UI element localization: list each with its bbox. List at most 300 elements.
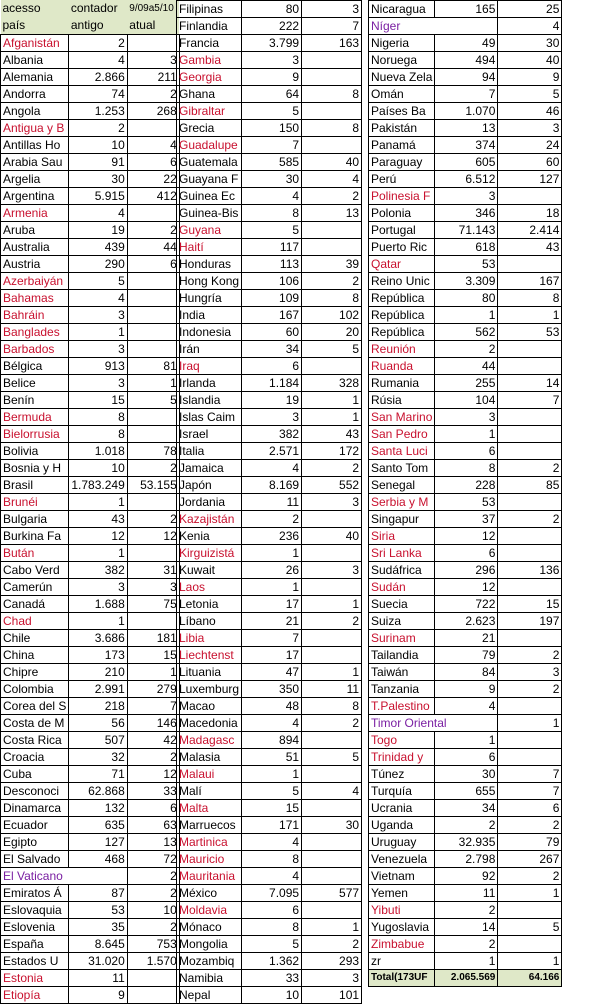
table-row xyxy=(1,204,180,221)
country-name: Nicaragua xyxy=(369,1,435,18)
header-row xyxy=(1,0,180,17)
current-value xyxy=(498,630,562,647)
current-value: 2 xyxy=(302,715,362,732)
country-name: República xyxy=(369,290,435,307)
country-name: Madagasc xyxy=(177,732,242,749)
current-value: 3 xyxy=(302,562,362,579)
country-name: Rúsia xyxy=(369,392,435,409)
old-counter-value: 507 xyxy=(69,731,127,748)
old-counter-value: 5 xyxy=(69,272,127,289)
table-row xyxy=(369,154,562,171)
old-counter-value: 218 xyxy=(69,697,127,714)
current-value: 30 xyxy=(302,817,362,834)
country-name: India xyxy=(177,307,242,324)
country-name: Laos xyxy=(177,579,242,596)
old-counter-value: 3.686 xyxy=(69,629,127,646)
table-row xyxy=(369,52,562,69)
country-name: Bolivia xyxy=(1,442,69,459)
current-value: 42 xyxy=(127,731,179,748)
current-value: 81 xyxy=(127,357,179,374)
current-value: 1 xyxy=(302,392,362,409)
country-name: Afganistán xyxy=(1,34,69,51)
country-name: Uganda xyxy=(369,817,435,834)
current-value: 163 xyxy=(302,35,362,52)
country-name: Islas Caim xyxy=(177,409,242,426)
country-name: Chile xyxy=(1,629,69,646)
current-value: 753 xyxy=(127,935,179,952)
table-row xyxy=(1,952,180,969)
current-value: 5 xyxy=(498,86,562,103)
table-row xyxy=(177,154,362,171)
current-value xyxy=(302,222,362,239)
country-name: Libia xyxy=(177,630,242,647)
old-counter-value: 894 xyxy=(242,732,302,749)
country-name: Moldavia xyxy=(177,902,242,919)
country-name: Bélgica xyxy=(1,357,69,374)
old-counter-value: 12 xyxy=(435,528,498,545)
table-row xyxy=(177,579,362,596)
old-counter-value: 4 xyxy=(242,188,302,205)
table-row xyxy=(177,69,362,86)
old-counter-value: 439 xyxy=(69,238,127,255)
table-row xyxy=(177,630,362,647)
table-row xyxy=(177,171,362,188)
current-value xyxy=(498,749,562,766)
table-row xyxy=(369,919,562,936)
current-value: 30 xyxy=(498,35,562,52)
old-counter-value: 1 xyxy=(69,323,127,340)
current-value: 22 xyxy=(127,170,179,187)
current-value: 12 xyxy=(127,527,179,544)
country-name: Noruega xyxy=(369,52,435,69)
country-name: China xyxy=(1,646,69,663)
old-counter-value: 913 xyxy=(69,357,127,374)
old-counter-value: 3 xyxy=(242,52,302,69)
country-name: Japón xyxy=(177,477,242,494)
current-value xyxy=(127,272,179,289)
current-value xyxy=(498,358,562,375)
old-counter-value: 106 xyxy=(242,273,302,290)
country-name: Namibia xyxy=(177,970,242,987)
table-row xyxy=(177,562,362,579)
table-row xyxy=(177,970,362,987)
current-value: 31 xyxy=(127,561,179,578)
country-name: Nigeria xyxy=(369,35,435,52)
table-row xyxy=(369,409,562,426)
country-name: Chad xyxy=(1,612,69,629)
country-name: Pakistán xyxy=(369,120,435,137)
country-name: Bulgaria xyxy=(1,510,69,527)
table-row xyxy=(1,425,180,442)
country-name: Cabo Verd xyxy=(1,561,69,578)
current-value: 1 xyxy=(302,919,362,936)
current-value: 1 xyxy=(498,307,562,324)
table-row xyxy=(177,919,362,936)
country-name: Líbano xyxy=(177,613,242,630)
table-row xyxy=(1,85,180,102)
table-row xyxy=(369,562,562,579)
old-counter-value: 8 xyxy=(69,408,127,425)
table-row xyxy=(1,289,180,306)
table-row xyxy=(177,545,362,562)
old-counter-value: 31.020 xyxy=(69,952,127,969)
country-name: República xyxy=(369,324,435,341)
old-counter-value: 104 xyxy=(435,392,498,409)
country-name: Gambia xyxy=(177,52,242,69)
old-counter-value: 4 xyxy=(242,868,302,885)
table-row xyxy=(369,103,562,120)
old-counter-value: 1.783.249 xyxy=(69,476,127,493)
current-value: 33 xyxy=(127,782,179,799)
old-counter-value: 64 xyxy=(242,86,302,103)
country-name: Senegal xyxy=(369,477,435,494)
table-row xyxy=(369,902,562,919)
block2-table xyxy=(176,0,362,1004)
current-value: 6 xyxy=(127,799,179,816)
country-name: Guadalupe xyxy=(177,137,242,154)
country-name: Brunéi xyxy=(1,493,69,510)
old-counter-value: 71.143 xyxy=(435,222,498,239)
old-counter-value: 3 xyxy=(69,578,127,595)
country-name: Mozambiq xyxy=(177,953,242,970)
old-counter-value: 79 xyxy=(435,647,498,664)
current-value: 2 xyxy=(127,85,179,102)
country-name: Santa Luci xyxy=(369,443,435,460)
current-value xyxy=(302,766,362,783)
current-value: 211 xyxy=(127,68,179,85)
table-row xyxy=(177,18,362,35)
country-name: Bahamas xyxy=(1,289,69,306)
table-row xyxy=(177,443,362,460)
current-value: 3 xyxy=(302,970,362,987)
table-row xyxy=(369,834,562,851)
table-row xyxy=(177,256,362,273)
country-name: Bielorrusia xyxy=(1,425,69,442)
table-row xyxy=(177,851,362,868)
country-name: Costa Rica xyxy=(1,731,69,748)
current-value: 7 xyxy=(498,783,562,800)
current-value: 15 xyxy=(127,646,179,663)
current-value: 10 xyxy=(127,901,179,918)
table-row xyxy=(1,595,180,612)
current-value xyxy=(498,256,562,273)
country-name: Sudán xyxy=(369,579,435,596)
old-counter-value: 48 xyxy=(242,698,302,715)
current-value: 1 xyxy=(127,374,179,391)
country-name: Guinea-Bis xyxy=(177,205,242,222)
current-value: 172 xyxy=(302,443,362,460)
current-value xyxy=(127,34,179,51)
country-name: Eslovenia xyxy=(1,918,69,935)
current-value xyxy=(127,544,179,561)
table-row xyxy=(369,613,562,630)
table-row xyxy=(369,885,562,902)
table-row xyxy=(369,953,562,970)
current-value: 2 xyxy=(498,511,562,528)
table-row xyxy=(369,511,562,528)
old-counter-value: 80 xyxy=(242,1,302,18)
country-name: Yibuti xyxy=(369,902,435,919)
old-counter-value: 60 xyxy=(242,324,302,341)
country-name: Aruba xyxy=(1,221,69,238)
table-row xyxy=(369,647,562,664)
country-name: Filipinas xyxy=(177,1,242,18)
current-value: 4 xyxy=(302,171,362,188)
table-row xyxy=(177,715,362,732)
current-value: 8 xyxy=(302,698,362,715)
country-name: Dinamarca xyxy=(1,799,69,816)
current-value: 2 xyxy=(302,273,362,290)
old-counter-value: 8 xyxy=(242,851,302,868)
current-value: 1 xyxy=(302,664,362,681)
old-counter-value: 2 xyxy=(69,119,127,136)
total-current: 64.166 xyxy=(498,970,562,987)
current-value xyxy=(302,630,362,647)
current-value: 1 xyxy=(302,409,362,426)
current-value xyxy=(498,188,562,205)
old-counter-value: 91 xyxy=(69,153,127,170)
country-name: Zimbabue xyxy=(369,936,435,953)
country-name: Reino Unic xyxy=(369,273,435,290)
table-row xyxy=(369,120,562,137)
current-value: 2 xyxy=(127,867,179,884)
old-counter-value: 3.309 xyxy=(435,273,498,290)
table-row xyxy=(177,817,362,834)
current-value xyxy=(498,494,562,511)
table-row xyxy=(1,374,180,391)
current-value: 279 xyxy=(127,680,179,697)
table-row xyxy=(177,409,362,426)
old-counter-value: 2 xyxy=(435,817,498,834)
country-name: Costa de M xyxy=(1,714,69,731)
old-counter-value: 2.623 xyxy=(435,613,498,630)
table-row xyxy=(177,273,362,290)
old-counter-value: 10 xyxy=(242,987,302,1004)
table-row xyxy=(1,408,180,425)
table-row xyxy=(1,561,180,578)
country-name: Australia xyxy=(1,238,69,255)
country-name: El Vaticano xyxy=(1,867,128,884)
old-counter-value: 30 xyxy=(69,170,127,187)
old-counter-value: 5 xyxy=(242,222,302,239)
block1-table xyxy=(0,0,180,1004)
country-name: Ucrania xyxy=(369,800,435,817)
old-counter-value: 374 xyxy=(435,137,498,154)
table-row xyxy=(177,698,362,715)
old-counter-value: 346 xyxy=(435,205,498,222)
old-counter-value: 8 xyxy=(435,460,498,477)
country-name: Georgia xyxy=(177,69,242,86)
table-row xyxy=(369,545,562,562)
country-name: Barbados xyxy=(1,340,69,357)
old-counter-value: 4 xyxy=(69,289,127,306)
old-counter-value: 1 xyxy=(69,612,127,629)
country-name: Yemen xyxy=(369,885,435,902)
table-row xyxy=(369,86,562,103)
country-name: Mongolia xyxy=(177,936,242,953)
current-value: 2 xyxy=(127,510,179,527)
table-row xyxy=(1,731,180,748)
header-antigo: antigo xyxy=(69,17,127,34)
country-name: Malasia xyxy=(177,749,242,766)
table-row xyxy=(369,868,562,885)
current-value: 53.155 xyxy=(127,476,179,493)
country-name: Corea del S xyxy=(1,697,69,714)
current-value xyxy=(302,732,362,749)
table-row xyxy=(177,426,362,443)
old-counter-value: 62.868 xyxy=(69,782,127,799)
current-value: 1.570 xyxy=(127,952,179,969)
current-value: 146 xyxy=(127,714,179,731)
table-row xyxy=(1,170,180,187)
country-name: Letonia xyxy=(177,596,242,613)
old-counter-value: 562 xyxy=(435,324,498,341)
country-name: Mauricio xyxy=(177,851,242,868)
country-name: Timor Oriental xyxy=(369,715,498,732)
table-row xyxy=(177,613,362,630)
old-counter-value: 26 xyxy=(242,562,302,579)
country-name: Siria xyxy=(369,528,435,545)
table-row xyxy=(177,647,362,664)
total-row xyxy=(369,970,562,987)
country-name: Nepal xyxy=(177,987,242,1004)
table-row xyxy=(1,697,180,714)
current-value: 7 xyxy=(498,766,562,783)
old-counter-value: 30 xyxy=(242,171,302,188)
current-value: 4 xyxy=(498,18,562,35)
current-value: 2 xyxy=(302,613,362,630)
current-value: 167 xyxy=(498,273,562,290)
table-row xyxy=(177,86,362,103)
country-name: Brasil xyxy=(1,476,69,493)
current-value: 7 xyxy=(127,697,179,714)
old-counter-value: 6 xyxy=(435,443,498,460)
current-value xyxy=(302,647,362,664)
old-counter-value: 6 xyxy=(435,545,498,562)
current-value: 2 xyxy=(127,221,179,238)
table-row xyxy=(369,358,562,375)
current-value: 1 xyxy=(498,953,562,970)
table-row xyxy=(1,629,180,646)
country-name: Argentina xyxy=(1,187,69,204)
current-value: 3 xyxy=(498,664,562,681)
header-pais: país xyxy=(1,17,69,34)
current-value xyxy=(302,851,362,868)
country-name: Rumania xyxy=(369,375,435,392)
current-value xyxy=(127,408,179,425)
table-row xyxy=(369,698,562,715)
current-value: 5 xyxy=(302,341,362,358)
old-counter-value: 19 xyxy=(69,221,127,238)
current-value: 78 xyxy=(127,442,179,459)
table-row xyxy=(369,596,562,613)
country-name: Togo xyxy=(369,732,435,749)
table-row xyxy=(1,612,180,629)
block3-table xyxy=(368,0,562,987)
table-row xyxy=(177,460,362,477)
table-row xyxy=(177,35,362,52)
current-value xyxy=(127,425,179,442)
old-counter-value: 15 xyxy=(242,800,302,817)
country-name: Puerto Ric xyxy=(369,239,435,256)
old-counter-value: 173 xyxy=(69,646,127,663)
old-counter-value: 228 xyxy=(435,477,498,494)
current-value: 2 xyxy=(302,188,362,205)
table-row xyxy=(177,800,362,817)
current-value: 267 xyxy=(498,851,562,868)
table-row xyxy=(369,851,562,868)
old-counter-value: 34 xyxy=(242,341,302,358)
country-name: Italia xyxy=(177,443,242,460)
country-name: Haití xyxy=(177,239,242,256)
table-row xyxy=(369,817,562,834)
table-row xyxy=(369,681,562,698)
country-name: Luxemburg xyxy=(177,681,242,698)
table-row xyxy=(1,782,180,799)
table-row xyxy=(177,987,362,1004)
current-value: 2 xyxy=(498,868,562,885)
old-counter-value: 1.688 xyxy=(69,595,127,612)
table-row xyxy=(1,663,180,680)
country-name: San Pedro xyxy=(369,426,435,443)
country-name: El Salvado xyxy=(1,850,69,867)
country-name: Austria xyxy=(1,255,69,272)
old-counter-value: 109 xyxy=(242,290,302,307)
table-row xyxy=(1,102,180,119)
table-row xyxy=(1,442,180,459)
country-name: Angola xyxy=(1,102,69,119)
old-counter-value: 53 xyxy=(69,901,127,918)
country-name: México xyxy=(177,885,242,902)
old-counter-value: 722 xyxy=(435,596,498,613)
table-row xyxy=(177,732,362,749)
old-counter-value: 6 xyxy=(435,749,498,766)
old-counter-value: 32 xyxy=(69,748,127,765)
country-name: Panamá xyxy=(369,137,435,154)
current-value xyxy=(498,409,562,426)
country-name: Malí xyxy=(177,783,242,800)
old-counter-value: 30 xyxy=(435,766,498,783)
current-value: 12 xyxy=(127,765,179,782)
table-row xyxy=(1,884,180,901)
old-counter-value: 132 xyxy=(69,799,127,816)
old-counter-value: 53 xyxy=(435,256,498,273)
current-value: 1 xyxy=(302,596,362,613)
current-value: 2 xyxy=(498,460,562,477)
old-counter-value: 9 xyxy=(435,681,498,698)
current-value: 412 xyxy=(127,187,179,204)
table-row xyxy=(369,341,562,358)
country-name: Iraq xyxy=(177,358,242,375)
current-value: 53 xyxy=(498,324,562,341)
current-value: 24 xyxy=(498,137,562,154)
old-counter-value: 14 xyxy=(435,919,498,936)
old-counter-value: 7 xyxy=(435,86,498,103)
old-counter-value: 8.645 xyxy=(69,935,127,952)
current-value: 552 xyxy=(302,477,362,494)
old-counter-value: 47 xyxy=(242,664,302,681)
table-row xyxy=(369,732,562,749)
country-name: Azerbaiyán xyxy=(1,272,69,289)
old-counter-value: 1 xyxy=(435,732,498,749)
table-row xyxy=(177,834,362,851)
table-row xyxy=(369,1,562,18)
table-row xyxy=(369,324,562,341)
country-name: Vietnam xyxy=(369,868,435,885)
table-row xyxy=(369,35,562,52)
current-value: 40 xyxy=(302,528,362,545)
old-counter-value: 1.253 xyxy=(69,102,127,119)
